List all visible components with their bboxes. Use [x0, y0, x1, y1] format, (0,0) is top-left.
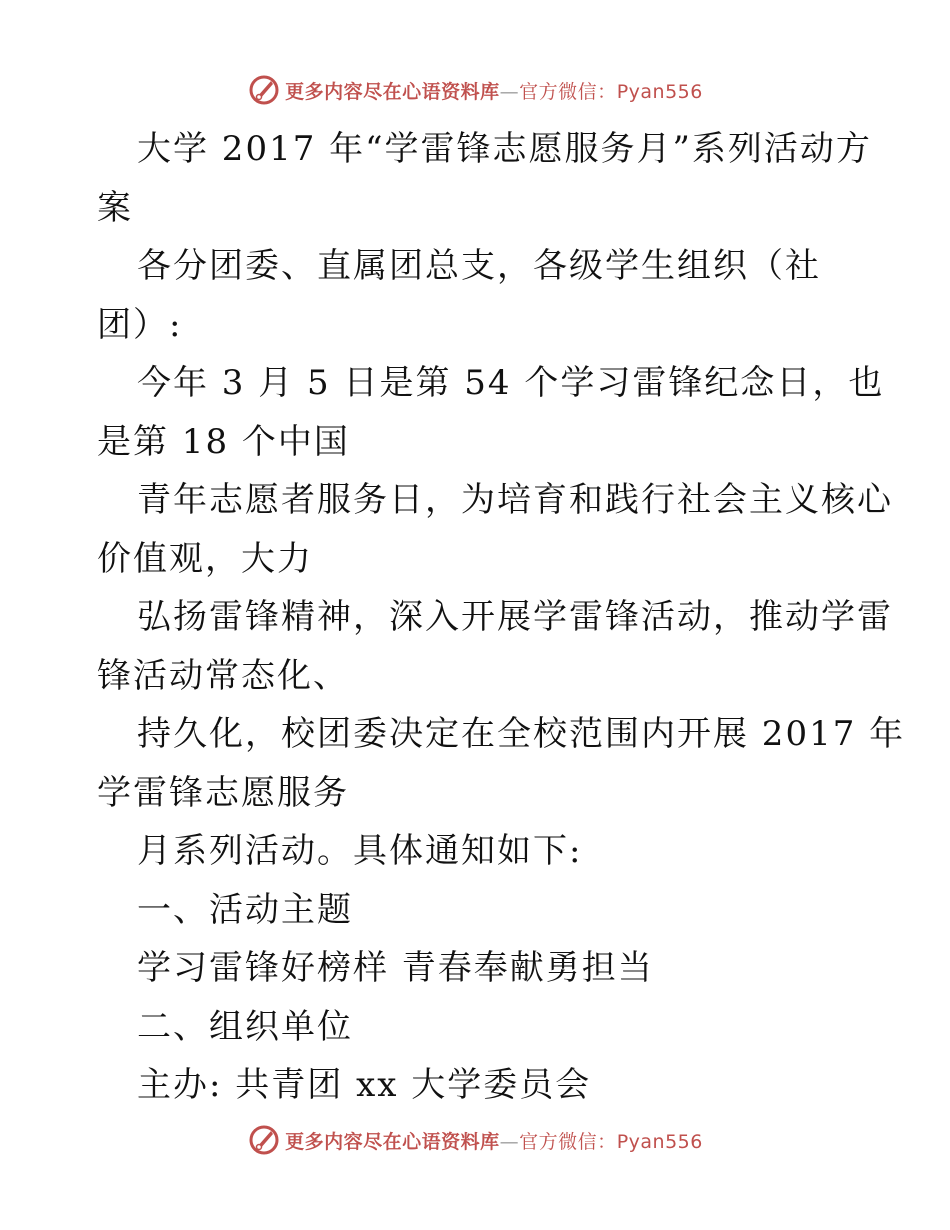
text-line: 持久化，校团委决定在全校范围内开展 2017 年 [137, 714, 906, 754]
text-line: 学雷锋志愿服务 [97, 772, 349, 813]
banner-main: 更多内容尽在心语资料库 [285, 80, 500, 103]
banner-text [285, 1127, 703, 1154]
footer-banner [0, 1120, 950, 1160]
text-line: 弘扬雷锋精神，深入开展学雷锋活动，推动学雷 [137, 597, 893, 637]
banner-official: 官方微信： [519, 80, 617, 103]
text-line: 各分团委、直属团总支，各级学生组织（社 [137, 246, 821, 286]
text-line: 今年 3 月 5 日是第 54 个学习雷锋纪念日，也 [137, 363, 885, 403]
text-line: 案 [97, 187, 133, 228]
text-line: 价值观，大力 [97, 538, 313, 579]
header-banner [0, 70, 950, 110]
banner-dash: — [499, 80, 520, 103]
banner-official: 官方微信： [519, 1130, 617, 1153]
document-body [97, 120, 906, 1115]
text-line: 团）: [97, 304, 183, 345]
quill-logo-icon [247, 73, 281, 107]
text-line: 二、组织单位 [137, 1006, 353, 1047]
text-line: 主办: 共青团 xx 大学委员会 [137, 1065, 592, 1105]
text-line: 学习雷锋好榜样 青春奉献勇担当 [137, 948, 654, 988]
text-line: 锋活动常态化、 [97, 655, 349, 696]
text-line: 青年志愿者服务日，为培育和践行社会主义核心 [137, 480, 893, 520]
banner-wechat: Pyan556 [616, 1130, 703, 1153]
text-line: 是第 18 个中国 [97, 421, 350, 462]
text-line: 月系列活动。具体通知如下: [137, 831, 583, 871]
banner-dash: — [499, 1130, 520, 1153]
text-line: 大学 2017 年“学雷锋志愿服务月”系列活动方 [137, 129, 872, 169]
banner-main: 更多内容尽在心语资料库 [285, 1130, 500, 1153]
banner-wechat: Pyan556 [616, 80, 703, 103]
banner-text [285, 77, 703, 104]
text-line: 一、活动主题 [137, 889, 353, 930]
quill-logo-icon [247, 1123, 281, 1157]
